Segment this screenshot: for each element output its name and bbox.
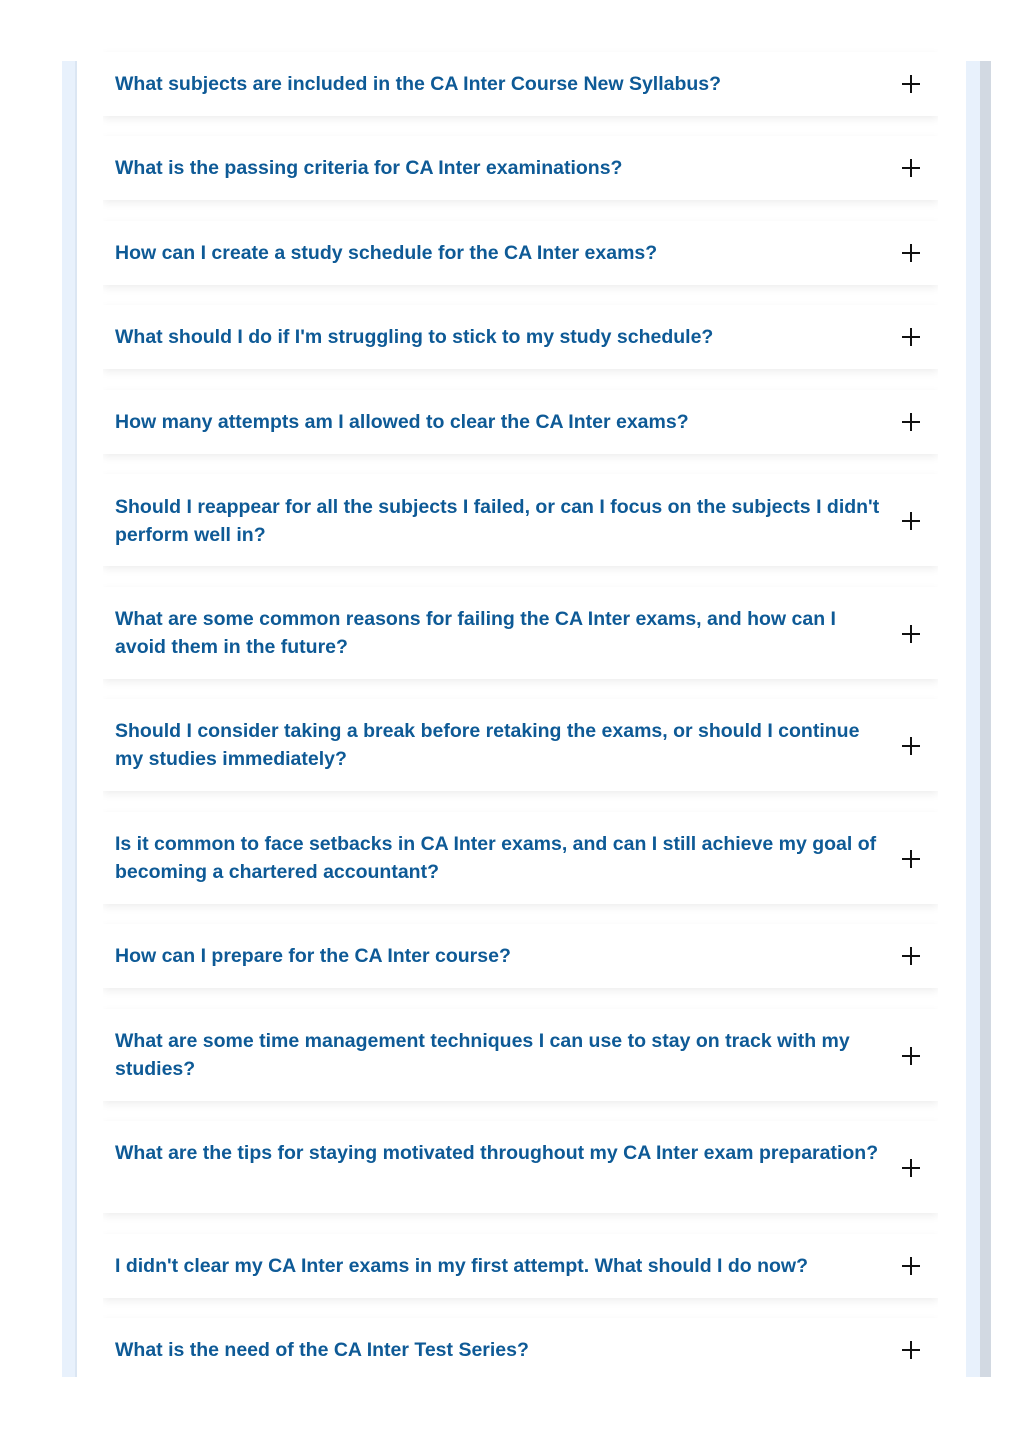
plus-icon[interactable] — [901, 1157, 923, 1179]
plus-icon[interactable] — [901, 411, 923, 433]
right-side-panel — [966, 61, 980, 1377]
plus-icon[interactable] — [901, 326, 923, 348]
faq-question: I didn't clear my CA Inter exams in my first attempt. What should I do now? — [115, 1255, 809, 1277]
left-side-panel — [62, 61, 76, 1377]
plus-icon[interactable] — [901, 848, 923, 870]
faq-item[interactable] — [103, 812, 938, 904]
faq-list — [103, 0, 938, 1377]
faq-question: Should I reappear for all the subjects I failed, or can I focus on the subjects I didn't perform well in? — [115, 496, 880, 546]
faq-question: What is the passing criteria for CA Inter examinations? — [115, 157, 623, 179]
faq-question: What subjects are included in the CA Inter Course New Syllabus? — [115, 73, 722, 95]
faq-item[interactable] — [103, 136, 938, 200]
faq-item[interactable] — [103, 1121, 938, 1213]
plus-icon[interactable] — [901, 242, 923, 264]
plus-icon[interactable] — [901, 73, 923, 95]
faq-item[interactable] — [103, 1318, 938, 1377]
faq-item[interactable] — [103, 1234, 938, 1298]
plus-icon[interactable] — [901, 1255, 923, 1277]
faq-item[interactable] — [103, 924, 938, 988]
faq-item[interactable] — [103, 699, 938, 791]
faq-question: What are some common reasons for failing the CA Inter exams, and how can I avoid them in the future? — [115, 608, 836, 658]
faq-item[interactable] — [103, 221, 938, 285]
faq-question: What should I do if I'm struggling to stick to my study schedule? — [115, 326, 714, 348]
faq-question: How can I prepare for the CA Inter course? — [115, 945, 511, 967]
faq-item[interactable] — [103, 390, 938, 454]
plus-icon[interactable] — [901, 623, 923, 645]
faq-item[interactable] — [103, 1009, 938, 1101]
faq-question: How many attempts am I allowed to clear the CA Inter exams? — [115, 411, 689, 433]
plus-icon[interactable] — [901, 510, 923, 532]
faq-question: What are the tips for staying motivated throughout my CA Inter exam preparation? — [115, 1142, 879, 1164]
faq-question: What is the need of the CA Inter Test Series? — [115, 1339, 529, 1361]
left-divider — [75, 61, 77, 1377]
faq-question: Should I consider taking a break before retaking the exams, or should I continue my studies immediately? — [115, 720, 860, 770]
plus-icon[interactable] — [901, 1339, 923, 1361]
faq-question: What are some time management techniques I can use to stay on track with my studies? — [115, 1030, 850, 1080]
faq-question: Is it common to face setbacks in CA Inter exams, and can I still achieve my goal of becoming a chartered accountant? — [115, 833, 877, 883]
faq-item[interactable] — [103, 474, 938, 566]
plus-icon[interactable] — [901, 735, 923, 757]
faq-item[interactable] — [103, 52, 938, 116]
faq-item[interactable] — [103, 587, 938, 679]
plus-icon[interactable] — [901, 1045, 923, 1067]
scrollbar[interactable] — [980, 61, 991, 1377]
plus-icon[interactable] — [901, 945, 923, 967]
faq-question: How can I create a study schedule for the CA Inter exams? — [115, 242, 658, 264]
plus-icon[interactable] — [901, 157, 923, 179]
faq-item[interactable] — [103, 305, 938, 369]
